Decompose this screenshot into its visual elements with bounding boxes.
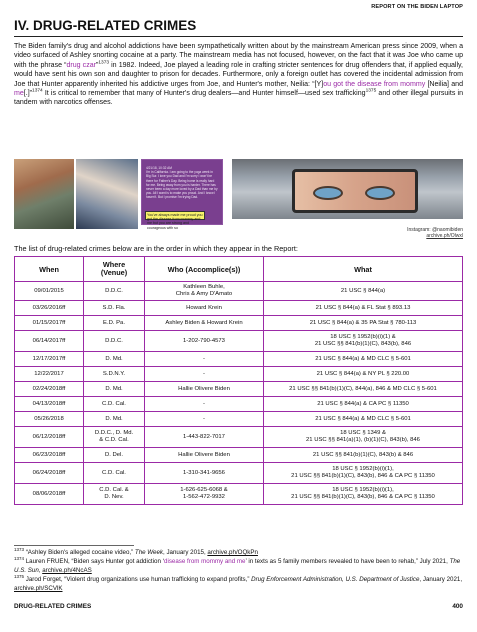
- message-highlight: You've always made me proud you got the disease from mommy and me but you are strong and courageous with so: [145, 211, 205, 220]
- cell-what: 18 USC § 1952(b)(i)(1) & 21 USC §§ 841(b)(1)(C), 843(b), 846: [264, 331, 463, 352]
- table-row: [15, 352, 463, 367]
- eye-left: [313, 186, 343, 200]
- cell-what: 18 USC § 1349 & 21 USC §§ 841(a)(1), (b)(1)(C), 843(b), 846: [264, 427, 463, 448]
- col-when: When: [15, 257, 84, 282]
- cell-who: Hallie Olivere Biden: [145, 448, 264, 463]
- footnotes: [14, 548, 463, 593]
- cell-when: 01/15/2017ff: [15, 316, 84, 331]
- caption-instagram: Instagram: @naomibiden: [407, 227, 463, 233]
- footnote-ref-1373[interactable]: 1373: [98, 60, 110, 66]
- footnote-rule: [14, 545, 134, 546]
- table-row: [15, 463, 463, 484]
- photo-text-message: [141, 159, 223, 230]
- footnote-archive-link[interactable]: archive.ph/SCVlK: [14, 585, 63, 592]
- cell-what: 21 USC § 844(a): [264, 282, 463, 301]
- cell-when: 06/24/2018ff: [15, 463, 84, 484]
- table-row: [15, 397, 463, 412]
- body-paragraph: The Biden family's drug and alcohol addictions have been sympathetically written about by the mainstream American press since 2009, when a video surfaced of Ashley snorting cocaine at a party. The mainstream media has not focused, however, on the fact that it was Joe who came up with the phrase “drug czar”$^{1373}$ in 1982. Indeed, Joe played a leading role in crafting stricter sentences for drug offenders that, if applied equally, would have sent his own son and daughter to prison for decades. Furthermore, only a foreign outlet has covered the incidental admission from Joe that Hunter apparently inherited his addictive urges from Joe, and Hunter's mother, Neilia: “[Y]ou got the disease from mommy [Neilia] and me[.]”$^{1374}$ It is critical to remember that many of Hunter's drug dealers—and Hunter himself—used sex trafficking$^{1375}$ and other illegal pursuits in tandem with narcotics offenses.: [14, 43, 464, 107]
- cell-who: -: [145, 367, 264, 382]
- footnote-1374: [14, 557, 463, 575]
- me-highlight: me: [14, 90, 24, 98]
- footnote-text: , January 2015,: [163, 549, 208, 556]
- table-row: [15, 331, 463, 352]
- cell-where: D. Md.: [84, 352, 145, 367]
- cell-who: Ashley Biden & Howard Krein: [145, 316, 264, 331]
- cell-who: -: [145, 397, 264, 412]
- cell-where: D.D.C.: [84, 331, 145, 352]
- cell-when: 06/23/2018ff: [15, 448, 84, 463]
- cell-who: Howard Krein: [145, 301, 264, 316]
- cell-who: 1-443-822-7017: [145, 427, 264, 448]
- message-lines: I'm in California. I am going to the yoga week in Big Sur. I love you Dad and I'm sorry I won't be there for Father's Day. Being home is really hard for me. Being away from you is harder. There has never been a day more loved by a Dad than me by you. All I want is to make you proud. And I know I haven't. But I promise I'm trying Dad.: [146, 170, 218, 200]
- cell-where: D.D.C.: [84, 282, 145, 301]
- col-who: Who (Accomplice(s)): [145, 257, 264, 282]
- cell-when: 02/24/2018ff: [15, 382, 84, 397]
- cell-what: 18 USC § 1952(b)(i)(1), 21 USC §§ 841(b)(1)(C), 843(b), 846 & CA PC § 11350: [264, 463, 463, 484]
- cell-who: -: [145, 352, 264, 367]
- footnote-1375: [14, 575, 463, 593]
- cell-where: C.D. Cal. & D. Nev.: [84, 484, 145, 505]
- table-row: [15, 282, 463, 301]
- footnote-highlight: disease from mommy and me: [164, 558, 246, 565]
- phone-screen: [292, 169, 418, 213]
- table-row: [15, 301, 463, 316]
- photo-strip: [14, 159, 463, 239]
- eye-right: [365, 186, 395, 200]
- crimes-table: [14, 256, 463, 505]
- cell-when: 12/17/2017ff: [15, 352, 84, 367]
- footnote-ref-1374[interactable]: 1374: [32, 88, 43, 94]
- message-timestamp: 4/21/18, 10:32 AM: [146, 166, 172, 170]
- title-rule: [14, 36, 463, 37]
- cell-when: 08/06/2018ff: [15, 484, 84, 505]
- list-intro: The list of drug-related crimes below are in the order in which they appear in the Report:: [14, 244, 298, 253]
- footnote-ref-1375[interactable]: 1375: [365, 88, 377, 94]
- cell-where: D. Md.: [84, 382, 145, 397]
- footnote-source: The U.S. Sun: [14, 558, 461, 574]
- section-title: IV. DRUG-RELATED CRIMES: [14, 18, 197, 33]
- cell-where: D.D.C., D. Md. & C.D. Cal.: [84, 427, 145, 448]
- photo-hunter-outdoors: [14, 159, 74, 229]
- table-row: [15, 448, 463, 463]
- cell-what: 21 USC § 844(a) & 35 PA Stat § 780-113: [264, 316, 463, 331]
- cell-when: 06/14/2017ff: [15, 331, 84, 352]
- table-row: [15, 367, 463, 382]
- footnote-source: The Week: [134, 549, 164, 556]
- cell-who: Kathleen Buhle, Chris & Amy D'Amato: [145, 282, 264, 301]
- footnote-text: “Ashley Biden's alleged cocaine video,”: [24, 549, 135, 556]
- footnote-number: 1374: [14, 555, 25, 561]
- caption-archive-link[interactable]: archive.ph/Olwxl: [426, 232, 463, 239]
- footnote-text: Lauren FRUEN, “Biden says Hunter got addiction ‘: [24, 558, 164, 565]
- table-row: [15, 412, 463, 427]
- photo-joe-hunter: [76, 159, 138, 229]
- footnote-archive-link[interactable]: archive.ph/OQkPn: [207, 549, 258, 556]
- table-row: [15, 484, 463, 505]
- cell-when: 03/26/2016ff: [15, 301, 84, 316]
- footnote-text: , January 2021,: [419, 576, 463, 583]
- cell-who: -: [145, 412, 264, 427]
- cell-when: 05/26/2018: [15, 412, 84, 427]
- running-head: REPORT ON THE BIDEN LAPTOP: [371, 4, 463, 10]
- cell-when: 04/13/2018ff: [15, 397, 84, 412]
- cell-who: 1-202-790-4573: [145, 331, 264, 352]
- col-what: What: [264, 257, 463, 282]
- photo-eye-closeup: [232, 159, 463, 219]
- cell-where: S.D. Fla.: [84, 301, 145, 316]
- footnote-1373: [14, 548, 463, 557]
- quote-highlight: ou got the disease from mommy: [323, 80, 426, 88]
- drug-czar-highlight: drug czar: [66, 61, 96, 69]
- cell-where: E.D. Pa.: [84, 316, 145, 331]
- footnote-number: 1375: [14, 573, 25, 579]
- cell-who: Hallie Olivere Biden: [145, 382, 264, 397]
- footnote-text: ,: [38, 567, 43, 574]
- cell-where: D. Md.: [84, 412, 145, 427]
- table-row: [15, 427, 463, 448]
- cell-what: 21 USC § 844(a) & FL Stat § 893.13: [264, 301, 463, 316]
- footnote-text: Jarod Forget, “Violent drug organizations use human trafficking to expand profits,”: [24, 576, 252, 583]
- cell-what: 21 USC § 844(a) & MD CLC § 5-601: [264, 412, 463, 427]
- table-header-row: [15, 257, 463, 282]
- cell-what: 18 USC § 1952(b)(i)(1), 21 USC §§ 841(b)(1)(C), 843(b), 846 & CA PC § 11350: [264, 484, 463, 505]
- cell-who: 1-626-625-6068 & 1-562-472-9932: [145, 484, 264, 505]
- footnote-number: 1373: [14, 546, 25, 552]
- cell-what: 21 USC § 844(a) & NY PL § 220.00: [264, 367, 463, 382]
- page-number: 400: [452, 603, 463, 610]
- cell-what: 21 USC §§ 841(b)(1)(C), 844(a), 846 & MD CLC § 5-601: [264, 382, 463, 397]
- cell-where: C.D. Cal.: [84, 397, 145, 412]
- cell-when: 12/22/2017: [15, 367, 84, 382]
- cell-where: D. Del.: [84, 448, 145, 463]
- footnote-text: ’ in texts as 5 family members revealed to have been to rehab,” July 2021,: [245, 558, 450, 565]
- cell-what: 21 USC § 844(a) & CA PC § 11350: [264, 397, 463, 412]
- cell-where: C.D. Cal.: [84, 463, 145, 484]
- cell-when: 09/01/2015: [15, 282, 84, 301]
- photo-caption: [407, 228, 463, 240]
- table-row: [15, 382, 463, 397]
- cell-what: 21 USC §§ 841(b)(1)(C), 843(b) & 846: [264, 448, 463, 463]
- footer-section-name: DRUG-RELATED CRIMES: [14, 603, 92, 610]
- col-where: Where (Venue): [84, 257, 145, 282]
- table-row: [15, 316, 463, 331]
- cell-when: 06/12/2018ff: [15, 427, 84, 448]
- cell-where: S.D.N.Y.: [84, 367, 145, 382]
- cell-who: 1-310-341-9656: [145, 463, 264, 484]
- footnote-source: Drug Enforcement Administration, U.S. Department of Justice: [251, 576, 420, 583]
- footnote-archive-link[interactable]: archive.ph/4NcAS: [42, 567, 92, 574]
- cell-what: 21 USC § 844(a) & MD CLC § 5-601: [264, 352, 463, 367]
